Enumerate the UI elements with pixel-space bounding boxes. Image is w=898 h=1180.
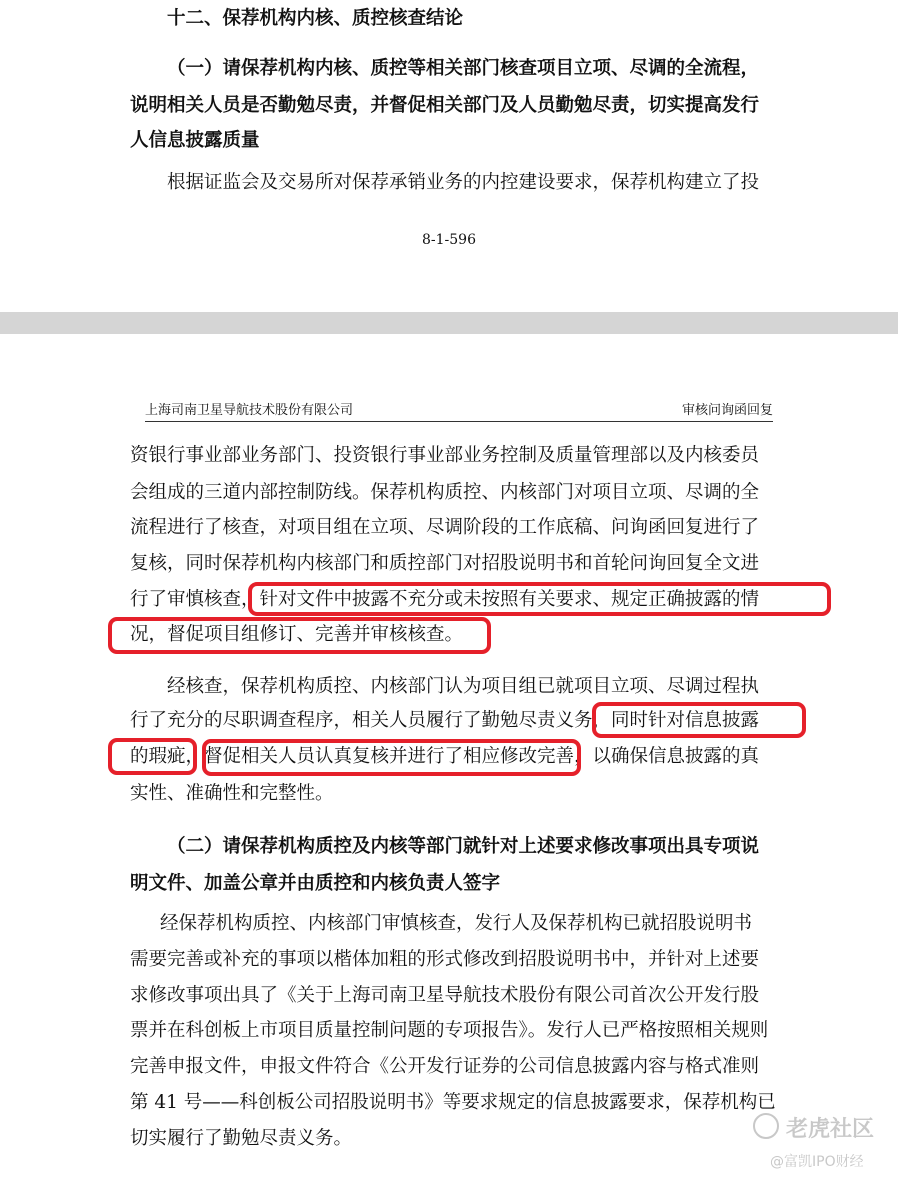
- highlight-box-2: [108, 617, 491, 654]
- question-2-line-1: （二）请保荐机构质控及内核等部门就针对上述要求修改事项出具专项说: [167, 836, 760, 857]
- watermark-logo-icon: [753, 1113, 779, 1139]
- para3-line-3: 求修改事项出具了《关于上海司南卫星导航技术股份有限公司首次公开发行股: [130, 985, 760, 1006]
- para3-line-7: 切实履行了勤勉尽责义务。: [130, 1128, 353, 1149]
- para3-line-2: 需要完善或补充的事项以楷体加粗的形式修改到招股说明书中，并针对上述要: [130, 949, 760, 970]
- para2-line-4: 实性、准确性和完整性。: [130, 783, 334, 804]
- para3-line-4: 票并在科创板上市项目质量控制问题的专项报告》。发行人已严格按照相关规则: [130, 1020, 769, 1041]
- highlight-box-3: [592, 702, 806, 738]
- question-2-line-2: 明文件、加盖公章并由质控和内核负责人签字: [130, 873, 501, 894]
- watermark-sub: @富凯IPO财经: [770, 1154, 864, 1170]
- section-heading: 十二、保荐机构内核、质控核查结论: [167, 8, 464, 29]
- watermark-main: 老虎社区: [786, 1117, 875, 1142]
- highlight-box-1: [248, 582, 831, 616]
- question-1-line-3: 人信息披露质量: [130, 130, 260, 151]
- para3-line-5: 完善申报文件，申报文件符合《公开发行证券的公司信息披露内容与格式准则: [130, 1056, 760, 1077]
- page-separator: [0, 312, 898, 334]
- page-number: 8-1-596: [422, 232, 476, 248]
- header-company: 上海司南卫星导航技术股份有限公司: [145, 403, 354, 418]
- para1-line-4: 复核，同时保荐机构内核部门和质控部门对招股说明书和首轮问询回复全文进: [130, 553, 760, 574]
- answer-start-line: 根据证监会及交易所对保荐承销业务的内控建设要求，保荐机构建立了投: [167, 172, 760, 193]
- question-1-line-1: （一）请保荐机构内核、质控等相关部门核查项目立项、尽调的全流程，: [167, 58, 760, 79]
- para1-line-2: 会组成的三道内部控制防线。保荐机构质控、内核部门对项目立项、尽调的全: [130, 482, 760, 503]
- para2-line-3: 的瑕疵，督促相关人员认真复核并进行了相应修改完善，以确保信息披露的真: [130, 746, 760, 767]
- para3-line-6: 第 41 号——科创板公司招股说明书》等要求规定的信息披露要求，保荐机构已: [130, 1092, 776, 1113]
- para1-line-5: 行了审慎核查，针对文件中披露不充分或未按照有关要求、规定正确披露的情: [130, 589, 760, 610]
- question-1-line-2: 说明相关人员是否勤勉尽责，并督促相关部门及人员勤勉尽责，切实提高发行: [130, 95, 760, 116]
- para2-line-2: 行了充分的尽职调查程序，相关人员履行了勤勉尽责义务，同时针对信息披露: [130, 710, 760, 731]
- page-header: [145, 399, 773, 422]
- para1-line-3: 流程进行了核查，对项目组在立项、尽调阶段的工作底稿、问询函回复进行了: [130, 517, 760, 538]
- para2-line-1: 经核查，保荐机构质控、内核部门认为项目组已就项目立项、尽调过程执: [167, 676, 760, 697]
- para1-line-6: 况，督促项目组修订、完善并审核核查。: [130, 624, 464, 645]
- highlight-box-5: [202, 739, 581, 776]
- para3-line-1: 经保荐机构质控、内核部门审慎核查，发行人及保荐机构已就招股说明书: [160, 913, 753, 934]
- header-doc-type: 审核问询函回复: [681, 403, 773, 418]
- highlight-box-4: [108, 738, 197, 775]
- para1-line-1: 资银行事业部业务部门、投资银行事业部业务控制及质量管理部以及内核委员: [130, 445, 760, 466]
